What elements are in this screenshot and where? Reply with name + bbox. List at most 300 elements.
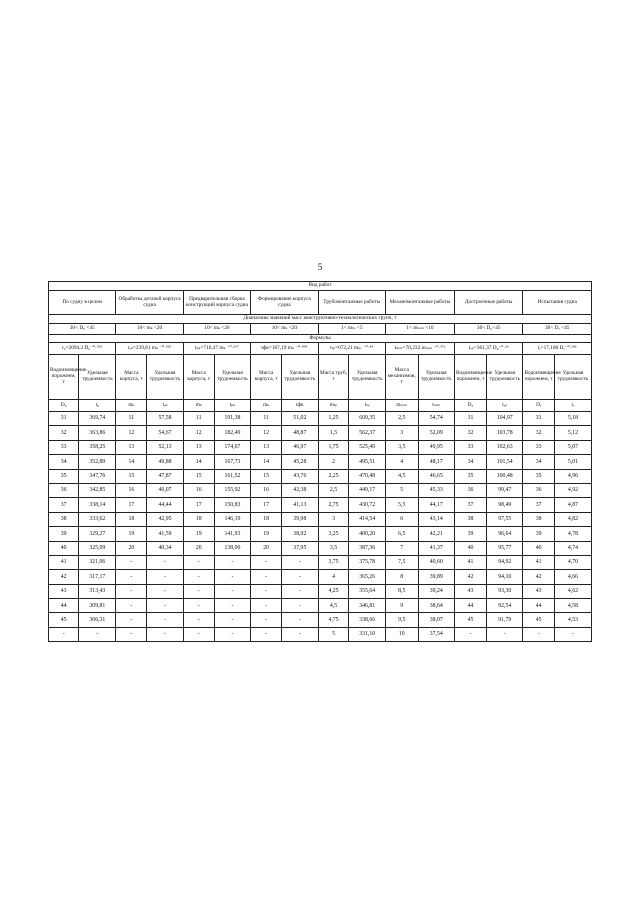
table-cell: - xyxy=(116,555,147,569)
table-cell: 42 xyxy=(454,570,486,584)
table-cell: 365,26 xyxy=(349,570,385,584)
table-cell: - xyxy=(554,627,591,641)
table-cell: - xyxy=(251,570,282,584)
table-cell: 100,48 xyxy=(487,469,523,483)
symbol-row xyxy=(49,400,592,412)
table-cell: 104,97 xyxy=(487,412,523,426)
table-cell: 41,13 xyxy=(282,498,318,512)
table-cell: 313,43 xyxy=(79,584,116,598)
table-cell: 13 xyxy=(116,440,147,454)
table-cell: 18 xyxy=(116,512,147,526)
column-header: Удельная трудоемкость xyxy=(79,355,116,400)
range-cell: 10< mₖ <20 xyxy=(116,324,183,335)
table-cell: 99,47 xyxy=(487,483,523,497)
table-cell: 42,21 xyxy=(418,527,454,541)
formula-cell: tₘₘ=70,232 mₘₘ ⁻⁰·²⁷² xyxy=(385,343,454,355)
table-cell: 46,65 xyxy=(418,469,454,483)
table-cell: 101,54 xyxy=(487,455,523,469)
table-cell: 4,78 xyxy=(554,527,591,541)
table-cell: - xyxy=(183,570,214,584)
table-cell: 358,25 xyxy=(79,440,116,454)
symbol-cell: mₜₚ xyxy=(318,400,349,412)
table-cell: 42 xyxy=(49,570,79,584)
table-cell: 39,24 xyxy=(418,584,454,598)
table-row xyxy=(49,599,592,613)
table-cell: - xyxy=(523,627,554,641)
table-cell: 32 xyxy=(454,426,486,440)
table-cell: 39 xyxy=(49,527,79,541)
table-cell: - xyxy=(214,570,250,584)
table-cell: - xyxy=(147,584,183,598)
table-cell: 38,64 xyxy=(418,599,454,613)
table-cell: - xyxy=(183,584,214,598)
table-cell: 609,35 xyxy=(349,412,385,426)
table-cell: 562,37 xyxy=(349,426,385,440)
table-cell: 20 xyxy=(116,541,147,555)
table-cell: 41 xyxy=(454,555,486,569)
table-cell: 44 xyxy=(49,599,79,613)
table-cell: 19 xyxy=(116,527,147,541)
table-cell: 2 xyxy=(318,455,349,469)
table-cell: 11 xyxy=(183,412,214,426)
table-cell: 40,60 xyxy=(418,555,454,569)
group-header: Трубомонтажные работы xyxy=(318,291,385,315)
table-cell: 37 xyxy=(523,498,554,512)
header-work-types: Вид работ xyxy=(49,282,592,291)
symbol-cell: tₑ xyxy=(554,400,591,412)
table-cell: 42,38 xyxy=(282,483,318,497)
table-cell: 10 xyxy=(385,627,418,641)
range-cell: 30< D₀<45 xyxy=(454,324,522,335)
table-cell: 338,14 xyxy=(79,498,116,512)
table-cell: 97,55 xyxy=(487,512,523,526)
table-cell: 1,5 xyxy=(318,426,349,440)
table-row xyxy=(49,498,592,512)
table-cell: 430,72 xyxy=(349,498,385,512)
formula-cell: t₀=2094,3 D₀⁻⁰·⁵⁹¹ xyxy=(49,343,116,355)
table-cell: 41 xyxy=(523,555,554,569)
symbol-cell: tₜₚ xyxy=(349,400,385,412)
table-cell: - xyxy=(251,599,282,613)
table-cell: 42,95 xyxy=(147,512,183,526)
table-cell: - xyxy=(147,613,183,627)
symbol-cell: mₖ xyxy=(116,400,147,412)
table-cell: - xyxy=(116,570,147,584)
table-cell: 355,64 xyxy=(349,584,385,598)
table-cell: 333,62 xyxy=(79,512,116,526)
symbol-cell: tₒₖ xyxy=(147,400,183,412)
table-cell: 37 xyxy=(454,498,486,512)
table-row xyxy=(49,527,592,541)
table-cell: - xyxy=(214,599,250,613)
table-cell: 36 xyxy=(454,483,486,497)
table-cell: 363,86 xyxy=(79,426,116,440)
table-cell: 3,5 xyxy=(385,440,418,454)
table-cell: 317,17 xyxy=(79,570,116,584)
table-cell: 6,5 xyxy=(385,527,418,541)
table-cell: 4,75 xyxy=(318,613,349,627)
table-cell: 5,12 xyxy=(554,426,591,440)
table-cell: 36 xyxy=(523,483,554,497)
table-cell: 54,67 xyxy=(147,426,183,440)
table-cell: 103,78 xyxy=(487,426,523,440)
table-cell: 4,25 xyxy=(318,584,349,598)
table-cell: 38 xyxy=(523,512,554,526)
table-cell: 4,66 xyxy=(554,570,591,584)
table-cell: 2,5 xyxy=(385,412,418,426)
table-cell: 4,5 xyxy=(385,469,418,483)
table-cell: 331,10 xyxy=(349,627,385,641)
table-cell: 48,87 xyxy=(282,426,318,440)
table-cell: 3 xyxy=(385,426,418,440)
symbol-cell: t₀ xyxy=(79,400,116,412)
table-cell: 18 xyxy=(251,512,282,526)
table-row xyxy=(49,627,592,641)
table-cell: 4,70 xyxy=(554,555,591,569)
table-cell: 37,95 xyxy=(282,541,318,555)
table-cell: 5,18 xyxy=(554,412,591,426)
symbol-cell: tфк xyxy=(282,400,318,412)
table-cell: 347,76 xyxy=(79,469,116,483)
table-cell: 3,5 xyxy=(318,541,349,555)
table-cell: 38 xyxy=(49,512,79,526)
table-cell: 4,82 xyxy=(554,512,591,526)
table-row xyxy=(49,469,592,483)
table-cell: 4,53 xyxy=(554,613,591,627)
table-cell: 39,89 xyxy=(418,570,454,584)
table-cell: 14 xyxy=(116,455,147,469)
formula-cell: tₑ=17,108 Dₑ⁻⁰·³⁴⁶ xyxy=(523,343,592,355)
table-cell: 39,98 xyxy=(282,512,318,526)
table-cell: 191,38 xyxy=(214,412,250,426)
table-cell: 4,87 xyxy=(554,498,591,512)
table-cell: 161,52 xyxy=(214,469,250,483)
table-cell: 14 xyxy=(251,455,282,469)
formula-cell: tₜₚ=672,21 mₜₚ ⁻⁰·⁴⁴ xyxy=(318,343,385,355)
range-cell: 30< D₀ <45 xyxy=(49,324,116,335)
table-cell: 32 xyxy=(49,426,79,440)
table-cell: 43 xyxy=(454,584,486,598)
table-cell: 31 xyxy=(454,412,486,426)
table-cell: - xyxy=(147,570,183,584)
table-cell: 41,37 xyxy=(418,541,454,555)
table-cell: - xyxy=(251,584,282,598)
table-cell: 44,17 xyxy=(418,498,454,512)
table-cell: 16 xyxy=(116,483,147,497)
table-row xyxy=(49,512,592,526)
table-cell: 33 xyxy=(523,440,554,454)
table-cell: 41 xyxy=(49,555,79,569)
group-header: Испытания судна xyxy=(523,291,592,315)
table-cell: 400,20 xyxy=(349,527,385,541)
table-cell: 94,10 xyxy=(487,570,523,584)
table-cell: 35 xyxy=(454,469,486,483)
symbol-cell: tₘₘ xyxy=(418,400,454,412)
table-cell: 369,74 xyxy=(79,412,116,426)
table-cell: 3 xyxy=(318,512,349,526)
table-cell: 17 xyxy=(251,498,282,512)
table-cell: 325,09 xyxy=(79,541,116,555)
table-cell: - xyxy=(282,599,318,613)
table-cell: 13 xyxy=(251,440,282,454)
table-cell: - xyxy=(251,613,282,627)
table-cell: 43 xyxy=(49,584,79,598)
table-cell: 4 xyxy=(385,455,418,469)
table-cell: - xyxy=(183,613,214,627)
table-cell: 141,93 xyxy=(214,527,250,541)
table-cell: 6 xyxy=(385,512,418,526)
table-cell: 138,00 xyxy=(214,541,250,555)
table-cell: 12 xyxy=(183,426,214,440)
table-cell: 7 xyxy=(385,541,418,555)
column-header: Удельная трудоемкость xyxy=(487,355,523,400)
column-header: Удельная трудоемкость xyxy=(418,355,454,400)
table-cell: 92,54 xyxy=(487,599,523,613)
table-cell: 20 xyxy=(251,541,282,555)
column-header: Удельная трудоемкость xyxy=(214,355,250,400)
table-row xyxy=(49,412,592,426)
table-cell: 93,30 xyxy=(487,584,523,598)
table-cell: 37,54 xyxy=(418,627,454,641)
column-header: Водоизмещение порожнем, т xyxy=(454,355,486,400)
table-cell: 40 xyxy=(523,541,554,555)
table-cell: 43 xyxy=(523,584,554,598)
column-header: Водоизмещение порожнем, т xyxy=(49,355,79,400)
table-cell: - xyxy=(183,627,214,641)
table-cell: 414,54 xyxy=(349,512,385,526)
column-header-row xyxy=(49,355,592,400)
table-cell: - xyxy=(214,555,250,569)
table-cell: 5 xyxy=(318,627,349,641)
symbol-cell: mₘₘ xyxy=(385,400,418,412)
table-row xyxy=(49,584,592,598)
symbol-cell: D₀ xyxy=(454,400,486,412)
table-cell: 20 xyxy=(183,541,214,555)
table-cell: - xyxy=(282,627,318,641)
table-cell: 4,92 xyxy=(554,483,591,497)
table-row xyxy=(49,555,592,569)
table-cell: - xyxy=(183,599,214,613)
group-header: Обработка деталей корпуса судна xyxy=(116,291,183,315)
table-row xyxy=(49,440,592,454)
table-cell: 17 xyxy=(116,498,147,512)
table-cell: 309,81 xyxy=(79,599,116,613)
table-cell: 57,58 xyxy=(147,412,183,426)
table-cell: 342,85 xyxy=(79,483,116,497)
table-cell: 41,59 xyxy=(147,527,183,541)
table-cell: - xyxy=(147,555,183,569)
table-cell: 15 xyxy=(251,469,282,483)
table-cell: 42 xyxy=(523,570,554,584)
table-cell: 19 xyxy=(251,527,282,541)
table-cell: 45,33 xyxy=(418,483,454,497)
table-cell: 1,75 xyxy=(318,440,349,454)
table-cell: 39 xyxy=(454,527,486,541)
column-header: Удельная трудоемкость xyxy=(349,355,385,400)
table-cell: 91,79 xyxy=(487,613,523,627)
table-cell: 94,92 xyxy=(487,555,523,569)
table-cell: 3,25 xyxy=(318,527,349,541)
group-header: По судну в целом xyxy=(49,291,116,315)
column-header: Масса механизмов, т xyxy=(385,355,418,400)
table-cell: 19 xyxy=(183,527,214,541)
symbol-cell: mₖ xyxy=(183,400,214,412)
group-header: Достроечные работы xyxy=(454,291,522,315)
column-header: Масса труб, т xyxy=(318,355,349,400)
symbol-cell: D₀ xyxy=(49,400,79,412)
table-cell: 47,87 xyxy=(147,469,183,483)
table-cell: 14 xyxy=(183,455,214,469)
table-cell: 45,28 xyxy=(282,455,318,469)
table-cell: 12 xyxy=(116,426,147,440)
range-cell: 10< mₖ <20 xyxy=(251,324,318,335)
table-cell: 38,07 xyxy=(418,613,454,627)
table-cell: - xyxy=(116,627,147,641)
table-cell: 12 xyxy=(251,426,282,440)
table-cell: 38,92 xyxy=(282,527,318,541)
table-cell: 9,5 xyxy=(385,613,418,627)
table-cell: 4,5 xyxy=(318,599,349,613)
table-cell: 7,5 xyxy=(385,555,418,569)
table-cell: - xyxy=(116,599,147,613)
table-cell: 2,25 xyxy=(318,469,349,483)
table-cell: 52,13 xyxy=(147,440,183,454)
table-cell: - xyxy=(214,584,250,598)
table-cell: 44 xyxy=(523,599,554,613)
table-cell: 16 xyxy=(183,483,214,497)
table-cell: 4,96 xyxy=(554,469,591,483)
table-cell: 8 xyxy=(385,570,418,584)
table-cell: 37 xyxy=(49,498,79,512)
symbol-cell: tₐₚ xyxy=(487,400,523,412)
table-cell: 449,17 xyxy=(349,483,385,497)
table-cell: 4,62 xyxy=(554,584,591,598)
table-cell: 150,83 xyxy=(214,498,250,512)
table-cell: - xyxy=(49,627,79,641)
symbol-cell: mₖ xyxy=(251,400,282,412)
range-cell: 30< Dₑ <45 xyxy=(523,324,592,335)
table-cell: - xyxy=(214,627,250,641)
table-cell: 470,48 xyxy=(349,469,385,483)
table-cell: 346,81 xyxy=(349,599,385,613)
column-header: Масса корпуса, т xyxy=(251,355,282,400)
group-header-row xyxy=(49,291,592,315)
table-cell: 48,17 xyxy=(418,455,454,469)
formula-cell: tₚₖ=710,47 mₖ ⁻⁰·⁵⁶⁷ xyxy=(183,343,250,355)
ranges-title: Диапазоны значений масс конструктивно-технологических групп, т xyxy=(49,315,592,324)
table-cell: - xyxy=(116,584,147,598)
table-cell: 495,51 xyxy=(349,455,385,469)
table-cell: 16 xyxy=(251,483,282,497)
formula-cell: tфк=167,19 mₖ ⁻⁰·⁴⁹⁹ xyxy=(251,343,318,355)
table-cell: 15 xyxy=(116,469,147,483)
table-cell: 13 xyxy=(183,440,214,454)
table-cell: 387,36 xyxy=(349,541,385,555)
symbol-cell: tₚₖ xyxy=(214,400,250,412)
table-cell: 49,95 xyxy=(418,440,454,454)
table-cell: 52,09 xyxy=(418,426,454,440)
table-cell: 44,44 xyxy=(147,498,183,512)
table-cell: 46,07 xyxy=(147,483,183,497)
table-cell: 155,92 xyxy=(214,483,250,497)
group-header: Формирование корпуса судна xyxy=(251,291,318,315)
table-cell: - xyxy=(282,555,318,569)
table-cell: 2,75 xyxy=(318,498,349,512)
table-cell: 3,75 xyxy=(318,555,349,569)
table-cell: 525,49 xyxy=(349,440,385,454)
table-row xyxy=(49,426,592,440)
table-cell: 102,63 xyxy=(487,440,523,454)
table-cell: 40 xyxy=(49,541,79,555)
table-cell: 34 xyxy=(454,455,486,469)
table-cell: 34 xyxy=(49,455,79,469)
table-cell: - xyxy=(251,555,282,569)
table-cell: 45 xyxy=(49,613,79,627)
table-cell: 40,34 xyxy=(147,541,183,555)
table-cell: - xyxy=(147,599,183,613)
table-cell: 35 xyxy=(523,469,554,483)
table-cell: 39 xyxy=(523,527,554,541)
table-cell: 32 xyxy=(523,426,554,440)
group-header: Механомонтажные работы xyxy=(385,291,454,315)
table-cell: 43,76 xyxy=(282,469,318,483)
table-cell: - xyxy=(147,627,183,641)
table-cell: - xyxy=(214,613,250,627)
table-cell: - xyxy=(116,613,147,627)
table-cell: 96,64 xyxy=(487,527,523,541)
table-cell: 146,19 xyxy=(214,512,250,526)
table-cell: 31 xyxy=(49,412,79,426)
table-cell: 4 xyxy=(318,570,349,584)
table-cell: 38 xyxy=(454,512,486,526)
table-row xyxy=(49,541,592,555)
table-cell: 98,49 xyxy=(487,498,523,512)
formulas-row xyxy=(49,343,592,355)
table-cell: 5 xyxy=(385,483,418,497)
ranges-row xyxy=(49,324,592,335)
formula-cell: tₐₚ=361,37 D₀⁻⁰·³⁶ xyxy=(454,343,522,355)
table-cell: 35 xyxy=(49,469,79,483)
table-cell: 2,5 xyxy=(318,483,349,497)
table-cell: 4,58 xyxy=(554,599,591,613)
table-cell: 15 xyxy=(183,469,214,483)
table-cell: 11 xyxy=(116,412,147,426)
table-cell: 33 xyxy=(49,440,79,454)
table-cell: 17 xyxy=(183,498,214,512)
table-cell: 5,5 xyxy=(385,498,418,512)
table-cell: 33 xyxy=(454,440,486,454)
table-cell: - xyxy=(454,627,486,641)
table-cell: 329,27 xyxy=(79,527,116,541)
table-cell: 36 xyxy=(49,483,79,497)
column-header: Масса корпуса, т xyxy=(116,355,147,400)
table-cell: 375,78 xyxy=(349,555,385,569)
table-cell: 45 xyxy=(454,613,486,627)
table-cell: 95,77 xyxy=(487,541,523,555)
column-header: Удельная трудоемкость xyxy=(282,355,318,400)
table-row xyxy=(49,613,592,627)
table-cell: 5,07 xyxy=(554,440,591,454)
table-row xyxy=(49,455,592,469)
table-cell: 45 xyxy=(523,613,554,627)
table-cell: - xyxy=(282,570,318,584)
table-cell: - xyxy=(487,627,523,641)
table-cell: 8,5 xyxy=(385,584,418,598)
range-cell: 1< mₘₘ <10 xyxy=(385,324,454,335)
column-header: Водоизмещение порожнем, т xyxy=(523,355,554,400)
page-number: 5 xyxy=(317,262,323,272)
group-header: Предварительная сборка конструкций корпуса судна xyxy=(183,291,250,315)
